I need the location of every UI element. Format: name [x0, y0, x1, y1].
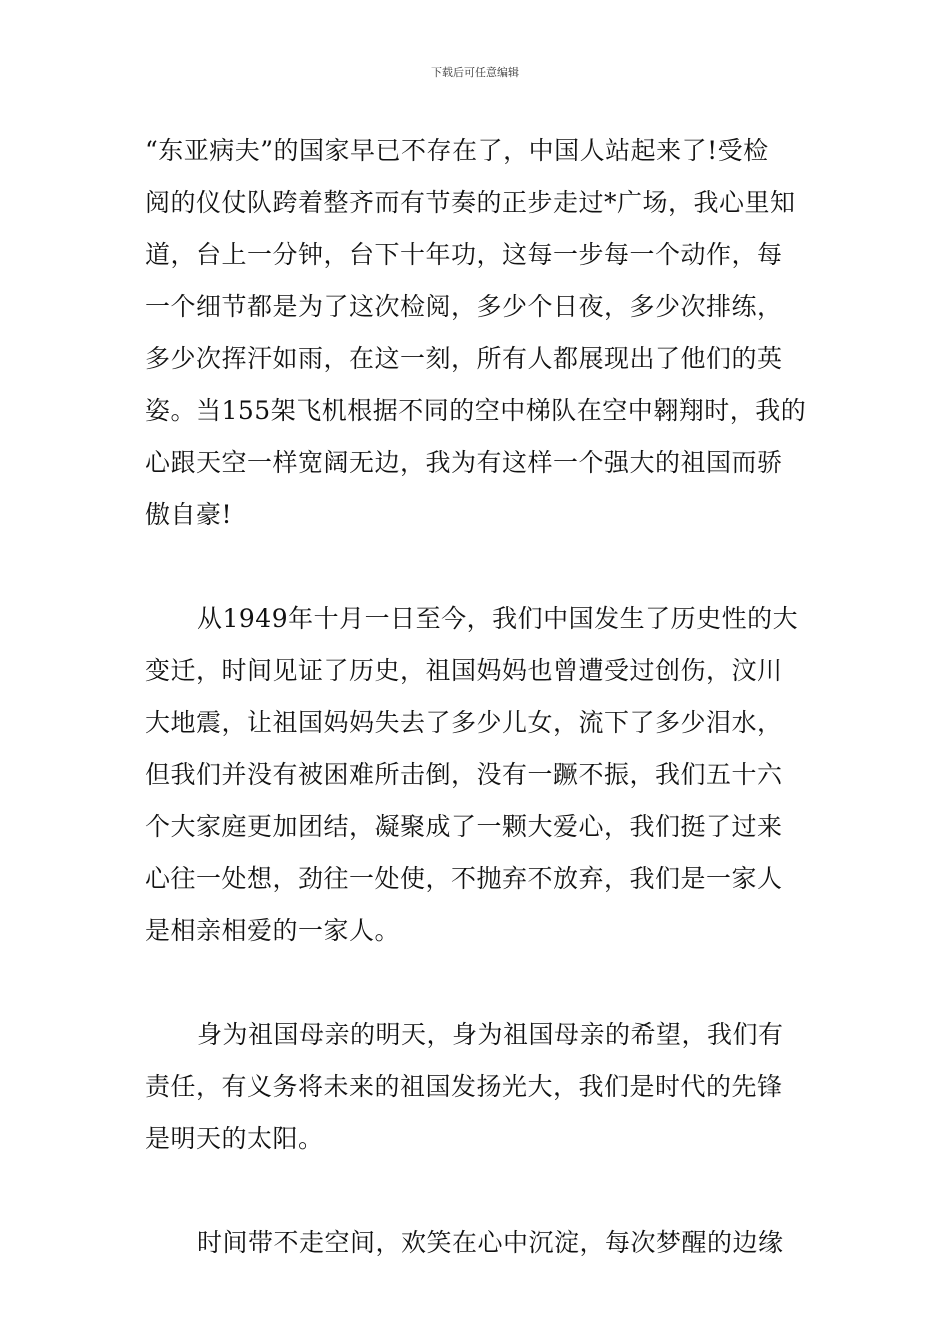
text-line: 傲自豪!	[145, 500, 233, 529]
text-line: 一个细节都是为了这次检阅，多少个日夜，多少次排练，	[145, 292, 783, 321]
text-line: 姿。当155架飞机根据不同的空中梯队在空中翱翔时，我的	[145, 396, 807, 425]
page-header: 下载后可任意编辑	[431, 66, 519, 79]
text-line: 心往一处想，劲往一处使，不抛弃不放弃，我们是一家人	[145, 864, 783, 893]
text-line: 是明天的太阳。	[145, 1124, 324, 1153]
paragraph-4	[145, 1217, 810, 1269]
paragraph-2	[145, 593, 810, 957]
text-line: 身为祖国母亲的明天，身为祖国母亲的希望，我们有	[197, 1020, 784, 1049]
text-line: “东亚病夫”的国家早已不存在了，中国人站起来了!受检	[145, 136, 769, 165]
text-line: 责任，有义务将未来的祖国发扬光大，我们是时代的先锋	[145, 1072, 783, 1101]
paragraph-1	[145, 125, 810, 541]
paragraph-gap	[145, 541, 810, 593]
text-line: 变迁，时间见证了历史，祖国妈妈也曾遭受过创伤，汶川	[145, 656, 783, 685]
document-body	[145, 125, 810, 1269]
text-line: 个大家庭更加团结，凝聚成了一颗大爱心，我们挺了过来	[145, 812, 783, 841]
text-line: 从1949年十月一日至今，我们中国发生了历史性的大	[197, 604, 799, 633]
text-line: 但我们并没有被困难所击倒，没有一蹶不振，我们五十六	[145, 760, 783, 789]
text-line: 时间带不走空间，欢笑在心中沉淀，每次梦醒的边缘	[197, 1228, 784, 1257]
text-line: 道，台上一分钟，台下十年功，这每一步每一个动作，每	[145, 240, 783, 269]
text-line: 心跟天空一样宽阔无边，我为有这样一个强大的祖国而骄	[145, 448, 783, 477]
text-line: 是相亲相爱的一家人。	[145, 916, 401, 945]
text-line: 多少次挥汗如雨，在这一刻，所有人都展现出了他们的英	[145, 344, 783, 373]
paragraph-gap	[145, 1165, 810, 1217]
paragraph-gap	[145, 957, 810, 1009]
paragraph-3	[145, 1009, 810, 1165]
text-line: 大地震，让祖国妈妈失去了多少儿女，流下了多少泪水，	[145, 708, 783, 737]
text-line: 阅的仪仗队跨着整齐而有节奏的正步走过*广场，我心里知	[145, 188, 796, 217]
